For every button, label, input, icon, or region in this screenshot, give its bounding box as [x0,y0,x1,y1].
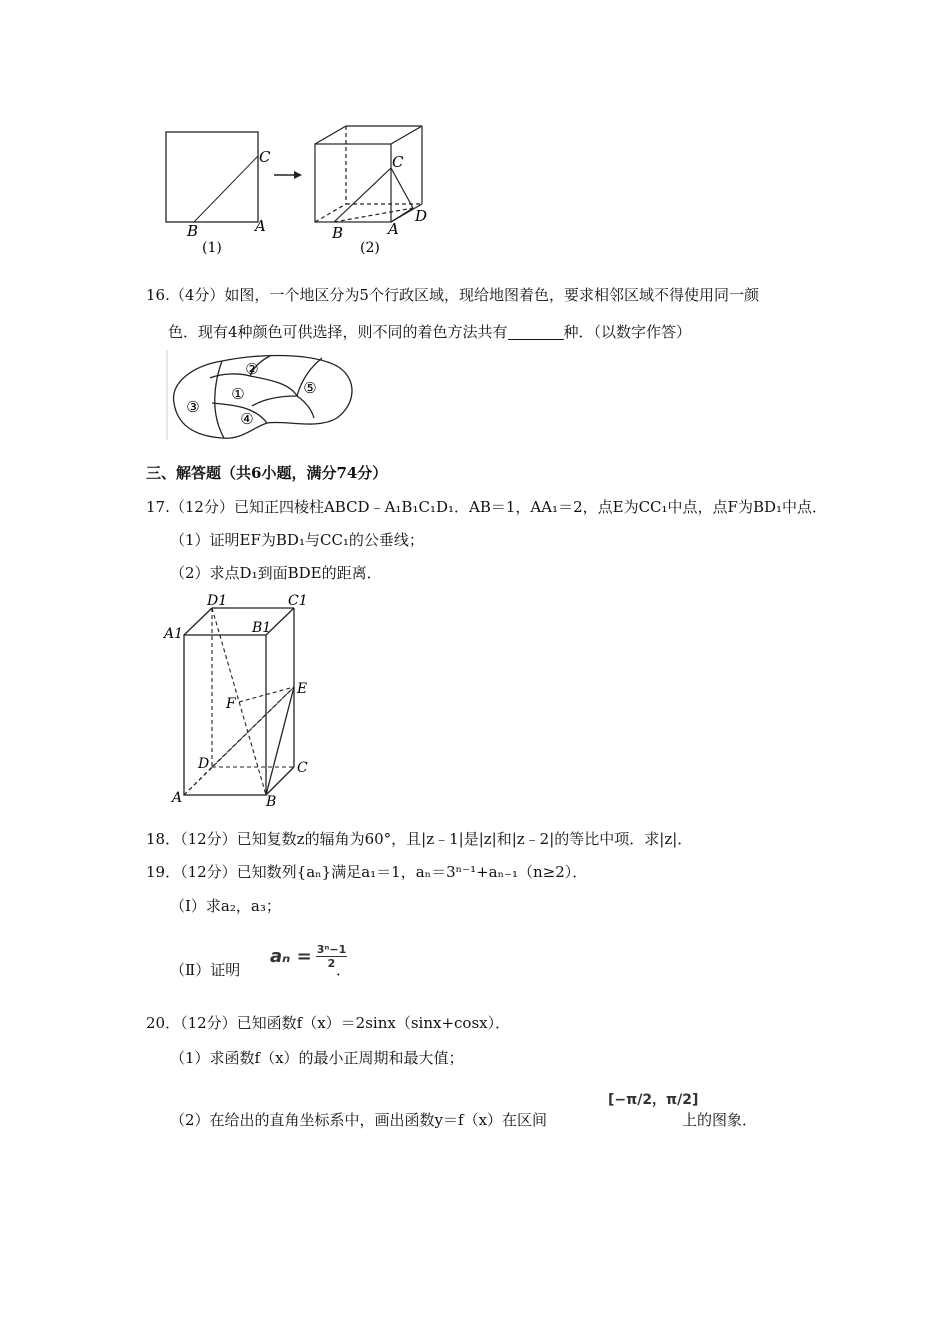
figure-square-to-cube [150,118,450,263]
label-e: E [297,681,308,697]
q17-part1: （1）证明EF为BD₁与CC₁的公垂线； [170,531,424,549]
q20-part2-a: （2）在给出的直角坐标系中，画出函数y＝f（x）在区间 [170,1111,548,1129]
q20-line: 20．（12分）已知函数f（x）＝2sinx（sinx+cosx）． [146,1014,511,1032]
q19-part1: （Ⅰ）求a₂，a₃； [170,897,281,915]
square-outline [166,132,258,222]
region-4: ④ [240,410,254,428]
region-1: ① [231,385,245,403]
figure-region-map [162,348,362,443]
cube [315,126,422,222]
section-title: 三、解答题（共6小题，满分74分） [146,464,388,482]
figure-prism [160,590,330,815]
q17-part2: （2）求点D₁到面BDE的距离． [170,564,382,582]
region-3: ③ [186,398,200,416]
square-diagonal [194,156,258,222]
label-fig2: (2) [360,240,380,256]
label-a-left: A [255,217,266,235]
label-b-right: B [332,224,344,242]
q19-part2: （Ⅱ）证明 [170,961,241,979]
q19-end: ． [336,961,352,979]
region-2: ② [245,360,259,378]
q20-interval: [−π/2，π/2] [608,1092,699,1108]
label-a1: A1 [164,626,184,642]
q16-line2-a: 色．现有4种颜色可供选择，则不同的着色方法共有 [168,323,508,341]
label-d1: D1 [207,593,228,609]
q19-line: 19．（12分）已知数列{aₙ}满足a₁＝1，aₙ＝3ⁿ⁻¹+aₙ₋₁（n≥2）． [146,863,588,881]
q16-line2 [168,322,691,342]
arrow-head [294,171,302,179]
label-c: C [297,760,308,776]
label-d: D [198,756,210,772]
q16-line2-b: 种．（以数字作答） [563,323,692,341]
label-a-right: A [388,220,399,238]
q16-line1: 16.（4分）如图，一个地区分为5个行政区域，现给地图着色，要求相邻区域不得使用同一颜 [146,286,759,304]
label-c-right: C [392,153,404,171]
label-fig1: (1) [202,240,222,256]
answer-blank [508,325,564,340]
label-b: B [266,794,277,810]
label-c1: C1 [288,593,308,609]
label-b1: B1 [252,620,272,636]
q20-part2-b: 上的图象． [682,1111,758,1129]
formula-denominator: 2 [327,956,336,970]
label-f: F [226,696,236,712]
q17-line1: 17.（12分）已知正四棱柱ABCD﹣A₁B₁C₁D₁．AB＝1，AA₁＝2，点E为CC₁中点，点F为BD₁中点． [146,498,828,516]
label-b-left: B [187,222,199,240]
label-a: A [172,790,183,806]
q18-line: 18．（12分）已知复数z的辐角为60°，且|z﹣1|是|z|和|z﹣2|的等比中项．求|z|． [146,830,693,848]
label-d-right: D [415,207,428,225]
formula-numerator: 3ⁿ−1 [316,942,347,956]
region-5: ⑤ [303,379,317,397]
formula-lhs: aₙ = [270,945,312,967]
q20-part1: （1）求函数f（x）的最小正周期和最大值； [170,1049,464,1067]
label-c-left: C [259,148,271,166]
